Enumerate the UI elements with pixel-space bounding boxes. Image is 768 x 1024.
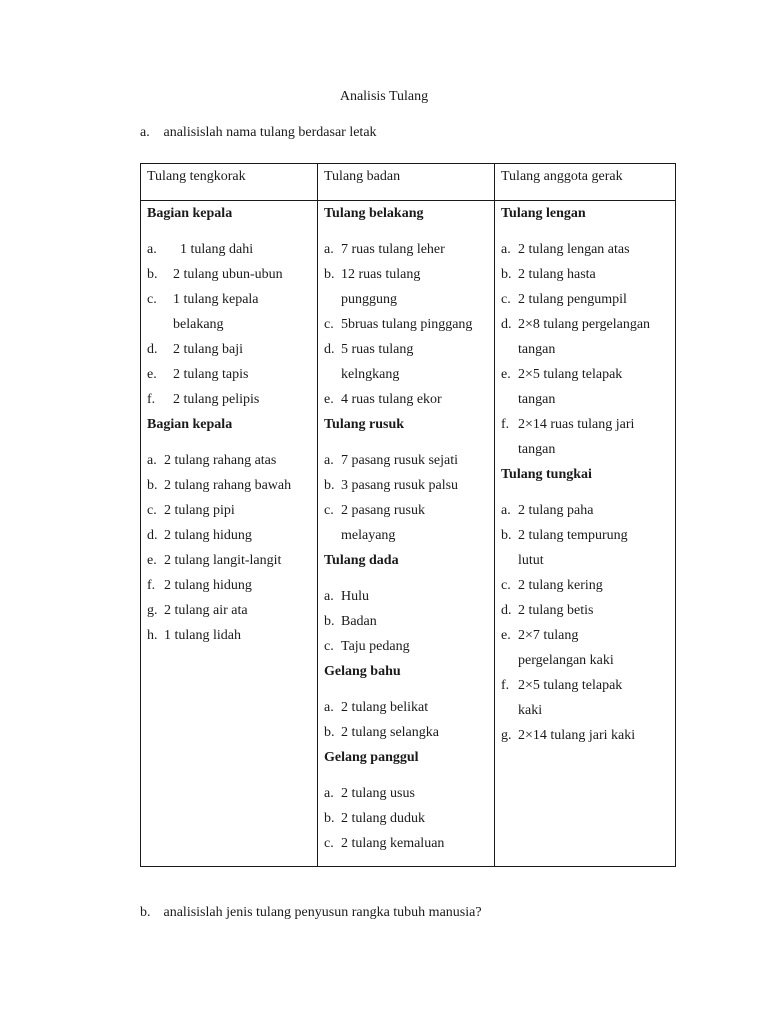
question-b [140,900,482,925]
list-marker: f. [147,578,156,593]
list-text: 12 ruas tulang [341,267,421,282]
list-marker: d. [324,342,335,357]
list-marker: a. [147,453,157,468]
list-text: 2×5 tulang telapak [518,678,623,693]
list-text: 7 pasang rusuk sejati [341,453,459,468]
list-marker: a. [324,786,334,801]
list-marker: g. [501,728,512,743]
question-a [140,120,377,145]
bone-list [324,237,488,412]
list-text: 2 tulang air ata [164,603,248,618]
list-item [324,312,488,337]
list-marker: b. [147,267,158,282]
list-marker: e. [147,367,157,382]
list-item [147,448,311,473]
list-marker: a. [324,242,334,257]
list-item [501,312,669,362]
bone-table [140,163,676,867]
list-marker: f. [501,678,510,693]
list-item [324,609,488,634]
list-text: 2 tulang langit-langit [164,553,282,568]
list-marker: c. [324,317,334,332]
list-text: 2 tulang usus [341,786,415,801]
list-item [147,498,311,523]
list-text: 2 tulang baji [173,342,243,357]
list-marker: b. [324,725,335,740]
list-marker: c. [147,503,157,518]
list-marker: b. [324,478,335,493]
list-item [501,573,669,598]
list-text: 2 tulang pelipis [173,392,260,407]
list-item [501,237,669,262]
list-text: 2 tulang belikat [341,700,429,715]
list-item [147,337,311,362]
list-text-continued: melayang [341,528,396,543]
list-text: 5bruas tulang pinggang [341,317,473,332]
list-text: Taju pedang [341,639,410,654]
list-text: 2 tulang pipi [164,503,235,518]
section-heading: Tulang belakang [324,206,424,221]
list-item [501,673,669,723]
list-text: 2 tulang hasta [518,267,596,282]
list-marker: f. [147,392,156,407]
list-marker: d. [501,317,512,332]
list-item [324,831,488,856]
list-text-continued: punggung [341,292,397,307]
list-item [147,473,311,498]
list-item [147,387,311,412]
list-item [501,623,669,673]
section-heading: Gelang bahu [324,664,401,679]
list-text: 2 tulang paha [518,503,594,518]
list-marker: e. [324,392,334,407]
list-text-continued: tangan [518,342,556,357]
list-text: 2 tulang ubun-ubun [173,267,283,282]
list-text: 2×8 tulang pergelangan [518,317,651,332]
list-text: 2 tulang tempurung [518,528,628,543]
list-marker: d. [147,342,158,357]
list-item [324,695,488,720]
bone-list [147,237,311,412]
list-text: 3 pasang rusuk palsu [341,478,459,493]
question-text: analisislah nama tulang berdasar letak [163,125,377,140]
list-item [324,781,488,806]
list-item [147,548,311,573]
list-marker: h. [147,628,158,643]
page-title: Analisis Tulang [339,89,429,104]
list-item [324,237,488,262]
list-item [147,362,311,387]
list-text: 2×14 tulang jari kaki [518,728,636,743]
list-marker: a. [501,242,511,257]
list-text-continued: belakang [173,317,224,332]
list-text: 2×14 ruas tulang jari [518,417,635,432]
list-item [501,523,669,573]
column-anggota-gerak [495,201,676,867]
list-marker: c. [324,503,334,518]
list-marker: a. [501,503,511,518]
header-cell-badan: Tulang badan [318,164,495,201]
list-item [501,498,669,523]
list-text-continued: lutut [518,553,544,568]
list-text: 2 tulang hidung [164,528,252,543]
column-badan [318,201,495,867]
bone-list [324,448,488,548]
list-text: 1 tulang dahi [173,242,254,257]
list-item [324,720,488,745]
list-item [324,498,488,548]
list-text: Hulu [341,589,369,604]
list-item [501,598,669,623]
list-text: 2×7 tulang [518,628,579,643]
list-text: 2 pasang rusuk [341,503,425,518]
section-heading: Tulang lengan [501,206,586,221]
list-item [501,262,669,287]
list-marker: a. [324,589,334,604]
list-item [147,623,311,648]
list-marker: c. [324,639,334,654]
list-marker: c. [501,292,511,307]
section-heading: Gelang panggul [324,750,419,765]
list-item [501,362,669,412]
list-item [324,387,488,412]
list-marker: c. [324,836,334,851]
list-item [324,634,488,659]
section-heading: Bagian kepala [147,417,233,432]
list-text: 2 tulang selangka [341,725,439,740]
list-item [324,337,488,387]
list-text: 2×5 tulang telapak [518,367,623,382]
question-text: analisislah jenis tulang penyusun rangka tubuh manusia? [163,905,482,920]
section-heading: Tulang rusuk [324,417,405,432]
list-text: 2 tulang kering [518,578,603,593]
list-marker: e. [501,367,511,382]
list-text: 1 tulang lidah [164,628,241,643]
header-cell-tengkorak: Tulang tengkorak [141,164,318,201]
list-marker: a. [147,242,157,257]
list-marker: d. [147,528,158,543]
list-text: 2 tulang betis [518,603,594,618]
list-item [147,262,311,287]
list-marker: b. [501,267,512,282]
list-text-continued: pergelangan kaki [518,653,614,668]
list-item [147,598,311,623]
list-item [501,412,669,462]
header-cell-anggota-gerak: Tulang anggota gerak [495,164,676,201]
bone-list [324,584,488,659]
list-item [147,523,311,548]
table-body-row [141,201,676,867]
list-marker: b. [501,528,512,543]
list-item [147,287,311,337]
list-text: 4 ruas tulang ekor [341,392,442,407]
list-text: 2 tulang tapis [173,367,249,382]
list-item [324,473,488,498]
question-marker: b. [140,905,151,920]
list-marker: e. [501,628,511,643]
list-marker: e. [147,553,157,568]
list-item [324,448,488,473]
list-marker: g. [147,603,158,618]
list-text: 1 tulang kepala [173,292,259,307]
section-heading: Tulang tungkai [501,467,592,482]
list-text: 2 tulang rahang bawah [164,478,292,493]
list-marker: f. [501,417,510,432]
list-marker: d. [501,603,512,618]
list-text: 2 tulang lengan atas [518,242,630,257]
list-marker: b. [324,267,335,282]
list-marker: c. [501,578,511,593]
list-text-continued: tangan [518,392,556,407]
list-item [501,723,669,748]
list-text: 2 tulang kemaluan [341,836,445,851]
list-text: Badan [341,614,377,629]
list-marker: a. [324,700,334,715]
question-marker: a. [140,125,150,140]
column-tengkorak [141,201,318,867]
list-item [324,262,488,312]
bone-list [324,695,488,745]
list-text-continued: kaki [518,703,543,718]
list-text: 2 tulang pengumpil [518,292,627,307]
list-item [501,287,669,312]
list-marker: c. [147,292,157,307]
list-marker: b. [324,811,335,826]
list-text-continued: tangan [518,442,556,457]
list-marker: b. [324,614,335,629]
table-header-row [141,164,676,201]
list-item [147,573,311,598]
list-item [324,806,488,831]
list-marker: a. [324,453,334,468]
list-marker: b. [147,478,158,493]
list-text-continued: kelngkang [341,367,400,382]
list-text: 2 tulang rahang atas [164,453,277,468]
section-heading: Tulang dada [324,553,399,568]
list-text: 2 tulang duduk [341,811,425,826]
list-text: 2 tulang hidung [164,578,252,593]
list-text: 5 ruas tulang [341,342,414,357]
section-heading: Bagian kepala [147,206,233,221]
bone-list [147,448,311,648]
list-item [324,584,488,609]
bone-list [501,498,669,748]
list-item [147,237,311,262]
bone-list [324,781,488,856]
list-text: 7 ruas tulang leher [341,242,445,257]
bone-list [501,237,669,462]
